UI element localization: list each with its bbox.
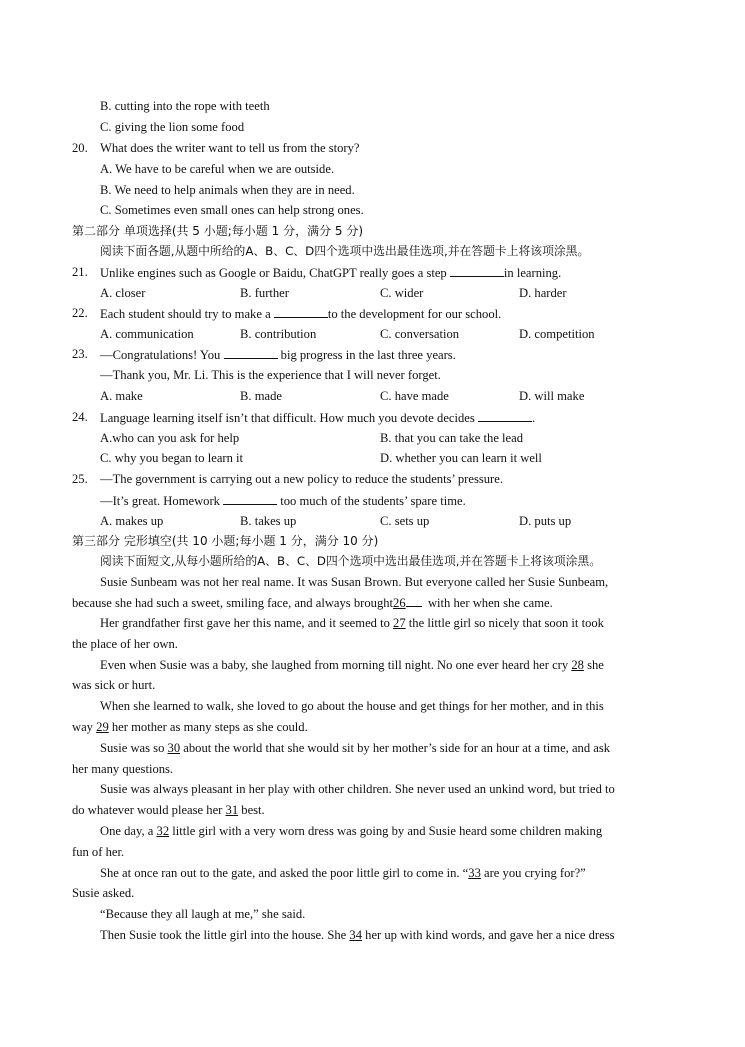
q22-stem — [100, 305, 501, 322]
passage-text: Even when Susie was a baby, she laughed from morning till night. No one ever heard her cry — [100, 658, 572, 672]
passage-p3-line1 — [100, 657, 604, 673]
answer-blank — [450, 264, 504, 277]
q22-option-d: D. competition — [519, 327, 595, 341]
q22-stem-start: Each student should try to make a — [100, 307, 274, 321]
passage-text: little girl with a very worn dress was going by and Susie heard some children making — [169, 824, 603, 838]
q21-stem — [100, 264, 561, 281]
blank-31: 31 — [225, 803, 239, 817]
q20-option-c: C. Sometimes even small ones can help strong ones. — [100, 203, 364, 217]
passage-text: her up with kind words, and gave her a nice dress — [362, 928, 615, 942]
q25-stem: —The government is carrying out a new policy to reduce the students’ pressure. — [100, 472, 503, 486]
passage-text: with her when she came. — [427, 596, 553, 610]
answer-blank — [274, 305, 328, 318]
q24-option-d: D. whether you can learn it well — [380, 451, 542, 465]
passage-text: One day, a — [100, 824, 157, 838]
q21-option-b: B. further — [240, 286, 289, 300]
passage-p8-line1 — [100, 865, 586, 881]
q20-stem: What does the writer want to tell us from the story? — [100, 141, 360, 155]
passage-p9: “Because they all laugh at me,” she said. — [100, 907, 306, 921]
q21-option-d: D. harder — [519, 286, 567, 300]
passage-p7-line2: fun of her. — [72, 845, 125, 859]
q24-option-b: B. that you can take the lead — [380, 431, 524, 445]
q22-stem-end: to the development for our school. — [327, 307, 502, 321]
passage-p4-line2 — [72, 719, 308, 735]
answer-blank — [224, 346, 278, 359]
passage-p7-line1 — [100, 823, 602, 839]
passage-p4-line1: When she learned to walk, she loved to go about the house and get things for her mother, and in this — [100, 699, 604, 713]
part3-instruction: 阅读下面短文,从每小题所给的A、B、C、D四个选项中选出最佳选项,并在答题卡上将该项涂黑。 — [100, 554, 602, 568]
q25-option-a: A. makes up — [100, 514, 164, 528]
blank-34: 34 — [349, 928, 362, 942]
q24-number: 24. — [72, 410, 88, 424]
q24-option-c: C. why you began to learn it — [100, 451, 244, 465]
q23-number: 23. — [72, 347, 88, 361]
q22-option-b: B. contribution — [240, 327, 317, 341]
passage-text: about the world that she would sit by her mother’s side for an hour at a time, and ask — [180, 741, 611, 755]
passage-text: she — [583, 658, 604, 672]
q23-option-a: A. make — [100, 389, 143, 403]
passage-p2-line2: the place of her own. — [72, 637, 178, 651]
passage-text: Susie was so — [100, 741, 168, 755]
q25-reply-start: —It’s great. Homework — [100, 494, 224, 508]
passage-text: the little girl so nicely that soon it took — [405, 616, 604, 630]
passage-text: way — [72, 720, 97, 734]
q23-option-d: D. will make — [519, 389, 585, 403]
blank-28: 28 — [571, 658, 584, 672]
q23-stem-end: big progress in the last three years. — [277, 348, 456, 362]
passage-text: because she had such a sweet, smiling face, and always brought — [72, 596, 394, 610]
passage-p2-line1 — [100, 615, 604, 631]
passage-p5-line2: her many questions. — [72, 762, 174, 776]
blank-33: 33 — [468, 866, 481, 880]
q21-stem-end: in learning. — [503, 266, 562, 280]
passage-text: Her grandfather first gave her this name, and it seemed to — [100, 616, 394, 630]
blank-27: 27 — [393, 616, 406, 630]
q22-number: 22. — [72, 306, 88, 320]
q25-reply — [100, 492, 466, 509]
part3-heading: 第三部分 完形填空(共 10 小题;每小题 1 分，满分 10 分) — [72, 534, 379, 548]
q23-reply: —Thank you, Mr. Li. This is the experience that I will never forget. — [100, 368, 441, 382]
passage-p1-line2 — [72, 594, 553, 611]
passage-text: her mother as many steps as she could. — [108, 720, 308, 734]
q25-option-b: B. takes up — [240, 514, 297, 528]
blank-30: 30 — [167, 741, 181, 755]
part2-heading: 第二部分 单项选择(共 5 小题;每小题 1 分，满分 5 分) — [72, 224, 364, 238]
q25-number: 25. — [72, 472, 88, 486]
q20-number: 20. — [72, 141, 88, 155]
blank-26: 26 — [393, 596, 406, 610]
q20-option-a: A. We have to be careful when we are outside. — [100, 162, 335, 176]
q21-stem-start: Unlike engines such as Google or Baidu, ChatGPT really goes a step — [100, 266, 450, 280]
answer-blank — [406, 594, 422, 607]
q23-stem — [100, 346, 456, 363]
answer-blank — [223, 492, 277, 505]
answer-blank — [478, 409, 532, 422]
q21-option-c: C. wider — [380, 286, 424, 300]
q25-option-c: C. sets up — [380, 514, 430, 528]
blank-29: 29 — [96, 720, 109, 734]
q24-stem — [100, 409, 535, 426]
q24-stem-start: Language learning itself isn’t that difficult. How much you devote decides — [100, 411, 478, 425]
q22-option-a: A. communication — [100, 327, 194, 341]
q25-reply-end: too much of the students’ spare time. — [277, 494, 466, 508]
q19-option-c: C. giving the lion some food — [100, 120, 245, 134]
passage-p5-line1 — [100, 740, 610, 756]
passage-p6-line2 — [72, 802, 265, 818]
q24-stem-end: . — [531, 411, 536, 425]
passage-p3-line2: was sick or hurt. — [72, 678, 156, 692]
q20-option-b: B. We need to help animals when they are in need. — [100, 183, 355, 197]
q24-option-a: A.who can you ask for help — [100, 431, 240, 445]
q23-stem-start: —Congratulations! You — [100, 348, 224, 362]
passage-p1-line1: Susie Sunbeam was not her real name. It was Susan Brown. But everyone called her Susie Sunbeam, — [100, 575, 609, 589]
passage-text: do whatever would please her — [72, 803, 226, 817]
passage-p6-line1: Susie was always pleasant in her play with other children. She never used an unkind word, but tried to — [100, 782, 615, 796]
blank-32: 32 — [156, 824, 170, 838]
passage-p10-line1 — [100, 927, 615, 943]
q23-option-c: C. have made — [380, 389, 449, 403]
q21-option-a: A. closer — [100, 286, 146, 300]
part2-instruction: 阅读下面各题,从题中所给的A、B、C、D四个选项中选出最佳选项,并在答题卡上将该项涂黑。 — [100, 244, 590, 258]
q21-number: 21. — [72, 265, 88, 279]
passage-text: are you crying for?” — [480, 866, 586, 880]
passage-text: She at once ran out to the gate, and asked the poor little girl to come in. “ — [100, 866, 469, 880]
passage-p8-line2: Susie asked. — [72, 886, 135, 900]
passage-text: Then Susie took the little girl into the house. She — [100, 928, 350, 942]
q23-option-b: B. made — [240, 389, 282, 403]
q25-option-d: D. puts up — [519, 514, 572, 528]
q22-option-c: C. conversation — [380, 327, 460, 341]
q19-option-b: B. cutting into the rope with teeth — [100, 99, 270, 113]
passage-text: best. — [238, 803, 265, 817]
